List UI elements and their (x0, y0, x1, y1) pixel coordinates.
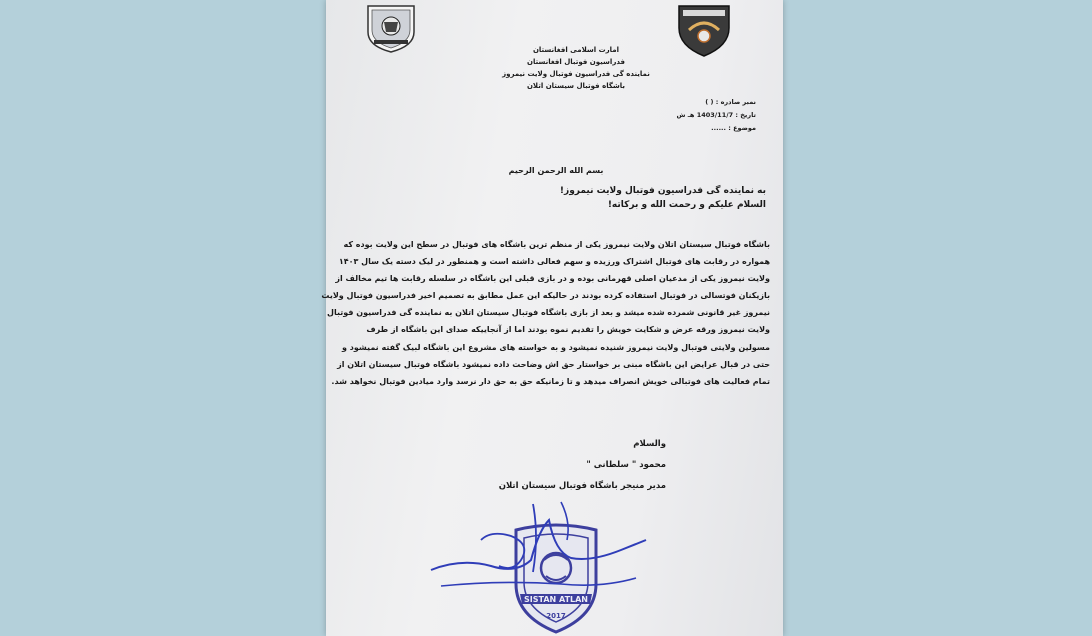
closing-salutation: والسلام (633, 439, 666, 449)
body-line: باشگاه فوتبال سیستان اتلان ولایت نیمروز یکی از منظم ترین باشگاه های فوتبال در سطح این ولایت بوده که (343, 240, 770, 249)
body-line: حتی در قبال عرایض این باشگاه مبنی بر خواستار حق اش وضاحت داده نمیشود باشگاه فوتبال سیستان اتلان از (337, 359, 770, 369)
signatory-title: مدیر منیجر باشگاه فوتبال سیستان اتلان (498, 481, 666, 491)
stamp-club-name: SISTAN ATLAN (523, 595, 589, 604)
addressee-block (476, 184, 766, 212)
greeting-line: السلام علیکم و رحمت الله و برکاته! (607, 200, 766, 210)
bismillah: بسم الله الرحمن الرحیم (508, 166, 604, 175)
letter-meta (596, 96, 756, 135)
body-line: بازیکنان فوتسالی در فوتبال استفاده کرده بودند در حالیکه این عمل مطابق به تصمیم اخیر فدراسیون فوتبال ولایت (321, 291, 770, 301)
body-line: مسولین ولایتی فوتبال ولایت نیمروز شنیده نمیشود و به خواسته های مشروع این باشگاه لبیک گفته نمیشود و (342, 342, 770, 352)
letter-body (321, 236, 770, 390)
federation-seal-left (360, 2, 422, 54)
stamp-year: 2017 (546, 612, 566, 620)
handwritten-signature (421, 500, 651, 595)
subject-line: موضوع : ...... (711, 124, 756, 132)
issue-date: تاریخ : 1403/11/7 هـ ش (676, 111, 756, 119)
letterhead-line: نماینده گی فدراسیون فوتبال ولایت نیمروز (502, 70, 650, 78)
letter-page (321, 0, 783, 636)
issue-number: نمبر صادره : ( ) (705, 98, 756, 106)
letterhead-line: فدراسیون فوتبال افغانستان (527, 58, 625, 66)
body-line: نیمروز غیر قانونی شمرده شده میشد و بعد از بازی باشگاه فوتبال سیستان اتلان به نماینده گی فدراسیون فوتبال (327, 308, 770, 318)
letterhead-line: باشگاه فوتبال سیستان اتلان (526, 82, 626, 90)
letterhead (446, 44, 706, 92)
body-line: ولایت نیمروز یکی از مدعیان اصلی قهرمانی بوده و در بازی قبلی این باشگاه در سلسله رقابت ها تیم مخالف از (335, 274, 770, 284)
closing-block (476, 434, 666, 497)
letterhead-line: امارت اسلامی افغانستان (532, 46, 620, 54)
body-line: تمام فعالیت های فوتبالی خویش انصراف میدهد و تا زمانیکه حق به حق دار نرسد وارد میادین فوتبال نخواهد شد. (331, 376, 770, 386)
body-line: ولایت نیمروز ورقه عرض و شکایت خویش را تقدیم نموه بودند اما از آنجاییکه صدای این باشگاه از طرف (366, 325, 770, 335)
addressee-line: به نماینده گی فدراسیون فوتبال ولایت نیمروز! (559, 186, 766, 196)
body-line: همواره در رقابت های فوتبال اشتراک ورزیده و سهم فعالی داشته است و همنطور در لیک دسته یک سال ۱۴۰۳ (338, 257, 770, 267)
signatory-name: محمود " سلطانی " (586, 460, 666, 470)
